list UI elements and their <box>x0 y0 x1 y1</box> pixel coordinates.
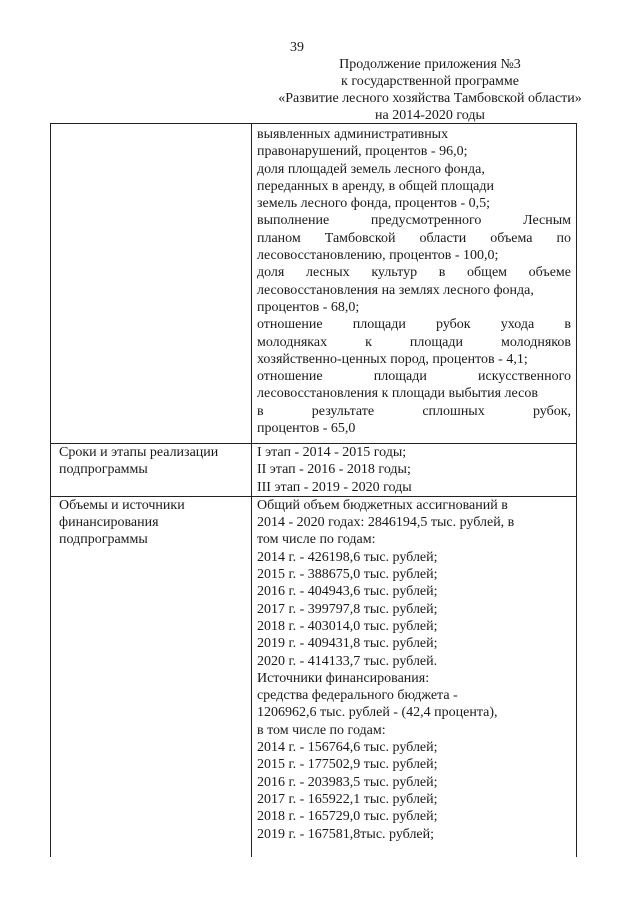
row-label-cell <box>51 124 252 444</box>
text-line: 2014 - 2020 годах: 2846194,5 тыс. рублей, в <box>256 515 515 531</box>
table-row <box>51 496 577 857</box>
text-line: Общий объем бюджетных ассигнований в <box>256 497 508 513</box>
text-line: хозяйственно-ценных пород, процентов - 4,1; <box>256 351 528 367</box>
text-line: в результате сплошных рубок, <box>256 403 571 419</box>
text-line: лесовосстановлению, процентов - 100,0; <box>256 248 499 264</box>
row-content-cell <box>251 496 576 857</box>
text-line: II этап - 2016 - 2018 годы; <box>256 462 411 478</box>
row-label-cell <box>51 444 252 497</box>
page-number: 39 <box>290 40 304 55</box>
text-line: планом Тамбовской области объема по <box>256 230 571 246</box>
text-line: 2016 г. - 203983,5 тыс. рублей; <box>256 774 438 790</box>
header-line-2: к государственной программе <box>341 74 519 89</box>
row-content-cell <box>251 444 576 497</box>
text-line: Источники финансирования: <box>256 670 430 686</box>
text-line: процентов - 68,0; <box>256 299 360 315</box>
text-line: лесовосстановления на землях лесного фонда, <box>256 282 534 298</box>
text-line: 2015 г. - 388675,0 тыс. рублей; <box>256 567 438 583</box>
text-line: 2015 г. - 177502,9 тыс. рублей; <box>256 757 438 773</box>
text-line: 2018 г. - 403014,0 тыс. рублей; <box>256 618 438 634</box>
table-row <box>51 124 577 444</box>
text-line: 2014 г. - 426198,6 тыс. рублей; <box>256 549 438 565</box>
text-line: отношение площади искусственного <box>256 369 571 385</box>
text-line: 2019 г. - 167581,8тыс. рублей; <box>256 826 435 842</box>
text-line: 2014 г. - 156764,6 тыс. рублей; <box>256 740 438 756</box>
text-line: 2016 г. - 404943,6 тыс. рублей; <box>256 584 438 600</box>
text-line: в том числе по годам: <box>256 722 386 738</box>
text-line: 2017 г. - 165922,1 тыс. рублей; <box>256 791 438 807</box>
text-line: правонарушений, процентов - 96,0; <box>256 144 468 160</box>
table-row <box>51 444 577 497</box>
text-line: процентов - 65,0 <box>256 421 356 437</box>
header-line-3: «Развитие лесного хозяйства Тамбовской области» <box>278 91 582 106</box>
text-line: 2018 г. - 165729,0 тыс. рублей; <box>256 809 438 825</box>
text-line: 2020 г. - 414133,7 тыс. рублей. <box>256 653 438 669</box>
header-line-1: Продолжение приложения №3 <box>339 57 521 72</box>
subprogram-passport-table <box>50 123 577 857</box>
row-label-cell <box>51 496 252 857</box>
label-line: Объемы и источники <box>59 497 185 513</box>
text-line: 2019 г. - 409431,8 тыс. рублей; <box>256 636 438 652</box>
header-line-4: на 2014-2020 годы <box>375 108 485 123</box>
text-line: 1206962,6 тыс. рублей - (42,4 процента), <box>256 705 498 721</box>
text-line: молодняках к площади молодняков <box>256 334 571 350</box>
document-header <box>270 56 590 124</box>
text-line: лесовосстановления к площади выбытия лесов <box>256 386 538 402</box>
label-line: подпрограммы <box>59 532 148 548</box>
text-line: выявленных административных <box>256 127 449 142</box>
text-line: отношение площади рубок ухода в <box>256 317 571 333</box>
text-line: III этап - 2019 - 2020 годы <box>256 479 412 495</box>
label-line: Сроки и этапы реализации <box>59 445 219 460</box>
text-line: выполнение предусмотренного Лесным <box>256 213 571 229</box>
text-line: переданных в аренду, в общей площади <box>256 178 494 194</box>
text-line: I этап - 2014 - 2015 годы; <box>256 445 407 460</box>
text-line: том числе по годам: <box>256 532 376 548</box>
text-line: доля лесных культур в общем объеме <box>256 265 571 281</box>
text-line: земель лесного фонда, процентов - 0,5; <box>256 196 490 212</box>
text-line: 2017 г. - 399797,8 тыс. рублей; <box>256 601 438 617</box>
label-line: финансирования <box>59 515 159 531</box>
row-content-cell <box>251 124 576 444</box>
text-line: средства федерального бюджета - <box>256 688 458 704</box>
text-line: доля площадей земель лесного фонда, <box>256 161 485 177</box>
label-line: подпрограммы <box>59 462 148 478</box>
